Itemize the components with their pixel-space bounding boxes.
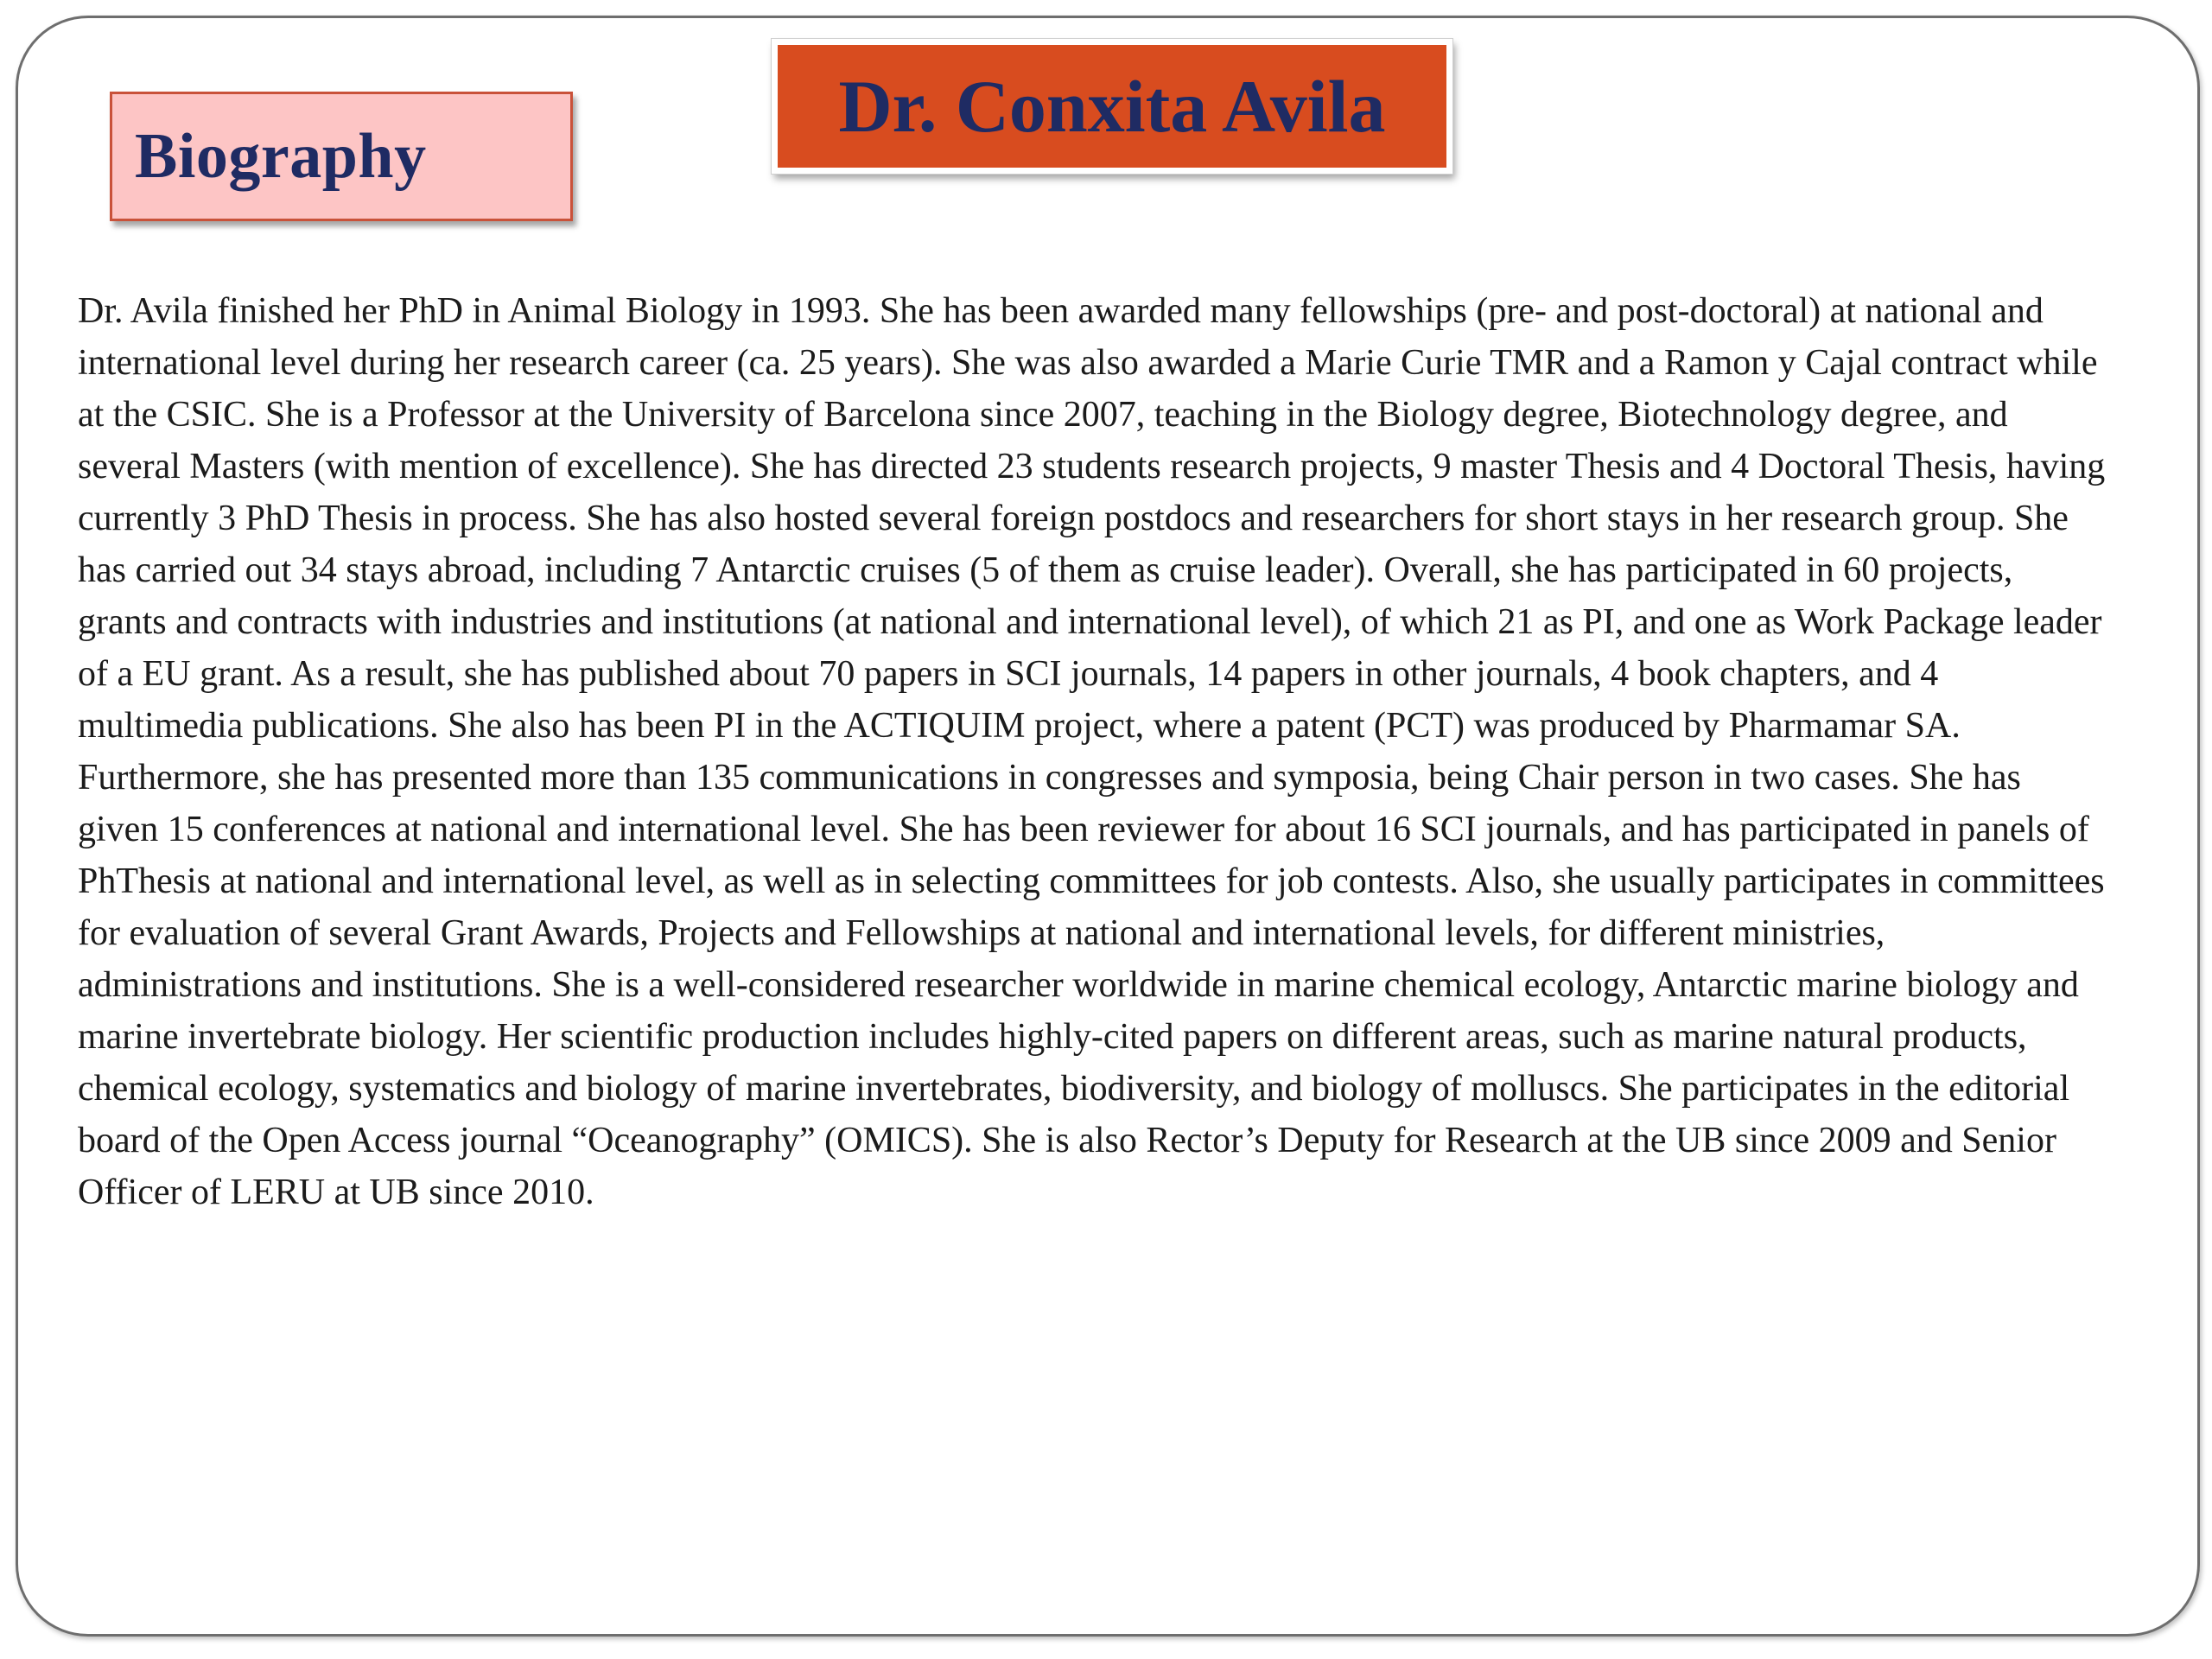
biography-label-box	[110, 92, 573, 221]
biography-label: Biography	[135, 120, 427, 192]
slide-title: Dr. Conxita Avila	[838, 65, 1386, 148]
biography-paragraph: Dr. Avila finished her PhD in Animal Biology in 1993. She has been awarded many fellowships (pre- and post-doctoral) at national and international level during her research career (ca. 25 years). She was also awarded a Marie Curie TMR and a Ramon y Cajal contract while at the CSIC. She is a Professor at the University of Barcelona since 2007, teaching in the Biology degree, Biotechnology degree, and several Masters (with mention of excellence). She has directed 23 students research projects, 9 master Thesis and 4 Doctoral Thesis, having currently 3 PhD Thesis in process. She has also hosted several foreign postdocs and researchers for short stays in her research group. She has carried out 34 stays abroad, including 7 Antarctic cruises (5 of them as cruise leader). Overall, she has participated in 60 projects, grants and contracts with industries and institutions (at national and international level), of which 21 as PI, and one as Work Package leader of a EU grant. As a result, she has published about 70 papers in SCI journals, 14 papers in other journals, 4 book chapters, and 4 multimedia publications. She also has been PI in the ACTIQUIM project, where a patent (PCT) was produced by Pharmamar SA. Furthermore, she has presented more than 135 communications in congresses and symposia, being Chair person in two cases. She has given 15 conferences at national and international level. She has been reviewer for about 16 SCI journals, and has participated in panels of PhThesis at national and international level, as well as in selecting committees for job contests. Also, she usually participates in committees for evaluation of several Grant Awards, Projects and Fellowships at national and international levels, for different ministries, administrations and institutions. She is a well-considered researcher worldwide in marine chemical ecology, Antarctic marine biology and marine invertebrate biology. Her scientific production includes highly-cited papers on different areas, such as marine natural products, chemical ecology, systematics and biology of marine invertebrates, biodiversity, and biology of molluscs. She participates in the editorial board of the Open Access journal “Oceanography” (OMICS). She is also Rector’s Deputy for Research at the UB since 2009 and Senior Officer of LERU at UB since 2010.	[78, 291, 2106, 1212]
title-box	[772, 39, 1452, 174]
